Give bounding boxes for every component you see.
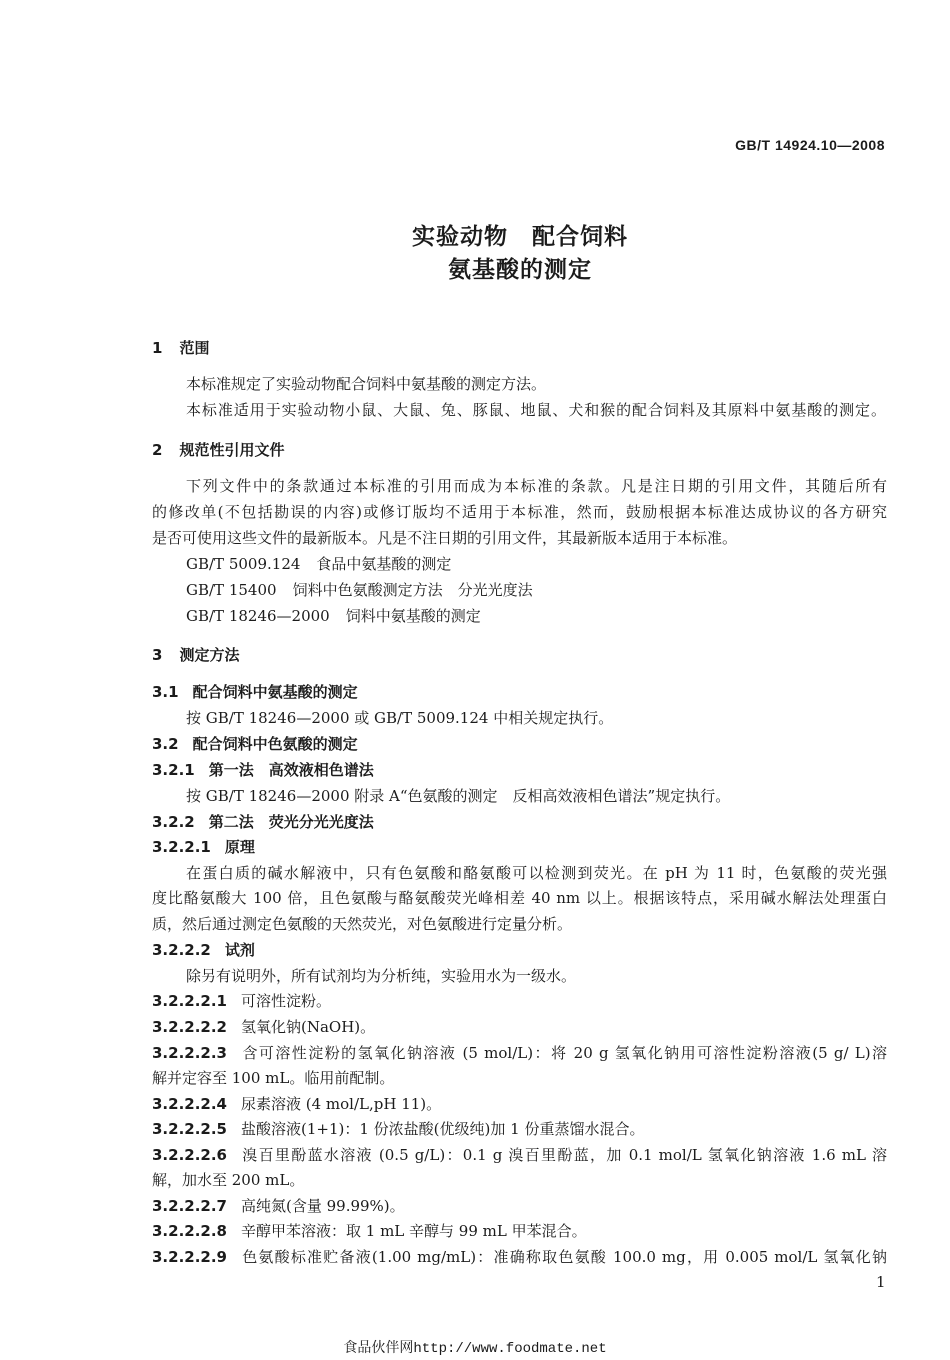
clause-number: 3.2 — [152, 735, 179, 753]
clause-title: 第一法 高效液相色谱法 — [208, 761, 374, 779]
reagent-item — [152, 1196, 405, 1216]
reagent-text-continuation: 解，加水至 200 mL。 — [152, 1171, 305, 1189]
paragraph-line: 下列文件中的条款通过本标准的引用而成为本标准的条款。凡是注日期的引用文件，其随后所有 — [186, 477, 887, 495]
section-2-heading — [152, 440, 284, 460]
section-number: 2 — [152, 441, 163, 459]
paragraph-line: 质，然后通过测定色氨酸的天然荧光，对色氨酸进行定量分析。 — [152, 915, 573, 933]
reference-code: GB/T 5009.124 — [186, 555, 301, 573]
paragraph-line: 是否可使用这些文件的最新版本。凡是不注日期的引用文件，其最新版本适用于本标准。 — [152, 529, 738, 547]
section-3-heading — [152, 645, 239, 665]
paragraph-line: 按 GB/T 18246—2000 或 GB/T 5009.124 中相关规定执行。 — [186, 709, 614, 727]
reagent-number: 3.2.2.2.8 — [152, 1222, 227, 1240]
reagent-text-continuation: 解并定容至 100 mL。临用前配制。 — [152, 1069, 395, 1087]
clause-title: 配合饲料中色氨酸的测定 — [192, 735, 358, 753]
reference-code: GB/T 18246—2000 — [186, 607, 330, 625]
clause-number: 3.2.2.1 — [152, 838, 211, 856]
clause-3-2-2-heading — [152, 812, 374, 832]
reference-title: 饲料中色氨酸测定方法 分光光度法 — [292, 581, 533, 599]
reagent-number: 3.2.2.2.3 — [152, 1044, 227, 1062]
section-title: 规范性引用文件 — [179, 441, 285, 459]
title-line-2: 氨基酸的测定 — [448, 257, 592, 283]
paragraph-line: 度比酪氨酸大 100 倍，且色氨酸与酪氨酸荧光峰相差 40 nm 以上。根据该特点，采用碱水解法处理蛋白 — [152, 889, 887, 907]
clause-number: 3.2.2.2 — [152, 941, 211, 959]
clause-3-2-2-1-heading — [152, 837, 255, 857]
section-number: 1 — [152, 339, 163, 357]
section-title: 测定方法 — [179, 646, 240, 664]
reagent-number: 3.2.2.2.4 — [152, 1095, 227, 1113]
reagent-number: 3.2.2.2.9 — [152, 1248, 227, 1266]
reagent-text: 辛醇甲苯溶液：取 1 mL 辛醇与 99 mL 甲苯混合。 — [240, 1222, 587, 1240]
clause-title: 第二法 荧光分光光度法 — [208, 813, 374, 831]
page-number: 1 — [876, 1273, 886, 1291]
paragraph-line: 本标准适用于实验动物小鼠、大鼠、兔、豚鼠、地鼠、犬和猴的配合饲料及其原料中氨基酸的测定。 — [186, 401, 886, 419]
reagent-number: 3.2.2.2.6 — [152, 1146, 227, 1164]
clause-number: 3.2.1 — [152, 761, 195, 779]
reagent-number: 3.2.2.2.1 — [152, 992, 227, 1010]
section-title: 范围 — [179, 339, 210, 357]
reference-code: GB/T 15400 — [186, 581, 277, 599]
reagent-text: 氢氧化钠(NaOH)。 — [240, 1018, 376, 1036]
reagent-text: 溴百里酚蓝水溶液 (0.5 g/L)：0.1 g 溴百里酚蓝，加 0.1 mol/L 氢氧化钠溶液 1.6 mL 溶 — [240, 1146, 887, 1164]
paragraph-line: 除另有说明外，所有试剂均为分析纯，实验用水为一级水。 — [186, 967, 577, 985]
clause-3-2-1-heading — [152, 760, 374, 780]
reagent-text: 高纯氮(含量 99.99%)。 — [240, 1197, 405, 1215]
section-number: 3 — [152, 646, 163, 664]
reagent-text: 色氨酸标准贮备液(1.00 mg/mL)：准确称取色氨酸 100.0 mg，用 0.005 mol/L 氢氧化钠 — [240, 1248, 887, 1266]
reference-item — [186, 554, 451, 574]
footer-site-name: 食品伙伴网 — [343, 1340, 414, 1356]
footer-url: http://www.foodmate.net — [413, 1341, 607, 1357]
clause-number: 3.2.2 — [152, 813, 195, 831]
paragraph-line: 在蛋白质的碱水解液中，只有色氨酸和酪氨酸可以检测到荧光。在 pH 为 11 时，色氨酸的荧光强 — [186, 864, 887, 882]
clause-number: 3.1 — [152, 683, 179, 701]
clause-title: 配合饲料中氨基酸的测定 — [192, 683, 358, 701]
clause-3-1-heading — [152, 682, 358, 702]
paragraph-line: 按 GB/T 18246—2000 附录 A“色氨酸的测定 反相高效液相色谱法”规定执行。 — [186, 787, 731, 805]
clause-3-2-2-2-heading — [152, 940, 255, 960]
clause-title: 试剂 — [224, 941, 255, 959]
title-line-1: 实验动物 配合饲料 — [412, 224, 628, 250]
reference-item — [186, 580, 533, 600]
reagent-text: 盐酸溶液(1+1)：1 份浓盐酸(优级纯)加 1 份重蒸馏水混合。 — [240, 1120, 645, 1138]
standard-code: GB/T 14924.10—2008 — [735, 137, 885, 153]
reagent-item — [152, 1247, 887, 1267]
footer — [0, 1338, 950, 1359]
reagent-text: 含可溶性淀粉的氢氧化钠溶液 (5 mol/L)：将 20 g 氢氧化钠用可溶性淀粉溶液(5 g/ L)溶 — [240, 1044, 887, 1062]
clause-3-2-heading — [152, 734, 358, 754]
reagent-item — [152, 1043, 887, 1063]
reagent-item — [152, 1119, 644, 1139]
clause-title: 原理 — [224, 838, 255, 856]
reagent-number: 3.2.2.2.7 — [152, 1197, 227, 1215]
reagent-item — [152, 1017, 375, 1037]
reagent-text: 可溶性淀粉。 — [240, 992, 331, 1010]
reagent-item — [152, 991, 331, 1011]
reagent-number: 3.2.2.2.5 — [152, 1120, 227, 1138]
reference-title: 食品中氨基酸的测定 — [316, 555, 452, 573]
paragraph-line: 的修改单(不包括勘误的内容)或修订版均不适用于本标准，然而，鼓励根据本标准达成协议的各方研究 — [152, 503, 887, 521]
paragraph-line: 本标准规定了实验动物配合饲料中氨基酸的测定方法。 — [186, 375, 547, 393]
reference-title: 饲料中氨基酸的测定 — [345, 607, 481, 625]
reagent-item — [152, 1145, 887, 1165]
reagent-number: 3.2.2.2.2 — [152, 1018, 227, 1036]
reagent-text: 尿素溶液 (4 mol/L,pH 11)。 — [240, 1095, 442, 1113]
section-1-heading — [152, 338, 209, 358]
reference-item — [186, 606, 481, 626]
reagent-item — [152, 1094, 441, 1114]
reagent-item — [152, 1221, 587, 1241]
